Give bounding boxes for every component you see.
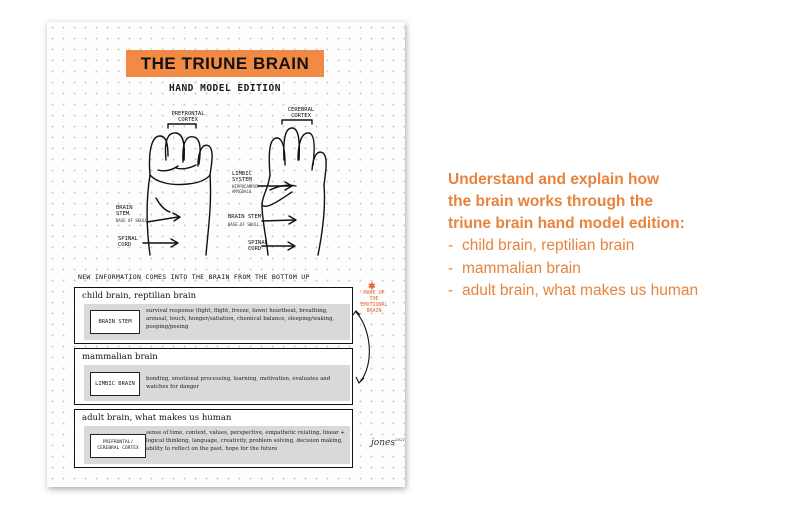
side-description xyxy=(448,169,778,303)
section-description: sense of time, context, values, perspective, empathetic relating, linear + logical thinking, language, creativity, problem solving, decision making, ability to reflect on the past, hope for the future xyxy=(146,430,345,452)
section-description: bonding, emotional processing, learning, motivation, evaluates and watches for danger xyxy=(146,376,331,390)
left-brain-stem-label: BRAIN STEM xyxy=(116,205,133,217)
emotional-brain-annotation: MAKE UP THE EMOTIONAL BRAIN xyxy=(360,290,388,314)
bullet-marker: - xyxy=(448,237,454,254)
bullet-marker: - xyxy=(448,282,454,299)
prefrontal-cortex-label: PREFRONTAL CORTEX xyxy=(171,111,205,123)
side-heading-line: triune brain hand model edition: xyxy=(448,215,685,232)
left-brain-stem-sub: BASE OF SKULL xyxy=(116,218,148,223)
section-mammalian-brain xyxy=(74,348,353,405)
signature-text: jones xyxy=(371,438,395,448)
new-info-caption: NEW INFORMATION COMES INTO THE BRAIN FROM THE BOTTOM UP xyxy=(78,273,310,281)
cerebral-cortex-label: CEREBRAL CORTEX xyxy=(287,107,315,119)
limbic-system-label: LIMBIC SYSTEM xyxy=(232,171,252,183)
list-item-text: mammalian brain xyxy=(462,259,581,277)
left-hand-drawing xyxy=(143,124,212,255)
section-adult-brain xyxy=(74,409,353,468)
signature-mark: 2021 xyxy=(394,437,406,442)
limbic-system-sub: HIPPOCAMPUS + AMYGDALA xyxy=(232,184,264,194)
emotional-brain-arrow xyxy=(356,312,369,382)
section-title: mammalian brain xyxy=(82,352,158,362)
list-item xyxy=(448,235,778,258)
side-bullet-list xyxy=(448,235,778,303)
region-card-limbic-brain: LIMBIC BRAIN xyxy=(90,372,140,396)
section-detail-panel xyxy=(84,365,350,401)
section-title: adult brain, what makes us human xyxy=(82,413,232,423)
section-title: child brain, reptilian brain xyxy=(82,291,197,301)
annotation-star-icon: ✱ xyxy=(368,281,376,291)
region-card-prefrontal-cortex: PREFRONTAL/ CEREBRAL CORTEX xyxy=(90,434,146,458)
right-brain-stem-sub: BASE OF SKULL xyxy=(228,222,260,227)
worksheet-title: THE TRIUNE BRAIN xyxy=(140,53,310,73)
side-heading-line: the brain works through the xyxy=(448,193,653,210)
left-spinal-cord-label: SPINAL CORD xyxy=(118,236,138,248)
section-detail-panel xyxy=(84,426,350,464)
section-child-brain xyxy=(74,287,353,344)
list-item xyxy=(448,258,778,281)
region-card-brain-stem: BRAIN STEM xyxy=(90,310,140,334)
section-description: survival response (fight, flight, freeze, fawn) heartbeat, breathing, arousal, touch, hunger/satiation, chemical balance, sleeping/waking, pooping/peeing xyxy=(146,308,335,330)
list-item-text: child brain, reptilian brain xyxy=(462,237,635,254)
worksheet-subtitle: HAND MODEL EDITION xyxy=(169,83,281,94)
side-heading-line: Understand and explain how xyxy=(448,171,659,188)
bullet-marker: - xyxy=(448,259,454,277)
right-brain-stem-label: BRAIN STEM xyxy=(228,214,262,220)
section-detail-panel xyxy=(84,304,350,340)
right-spinal-cord-label: SPINAL CORD xyxy=(248,240,268,252)
list-item-text: adult brain, what makes us human xyxy=(462,282,699,299)
artist-signature xyxy=(371,437,405,448)
list-item xyxy=(448,280,778,303)
